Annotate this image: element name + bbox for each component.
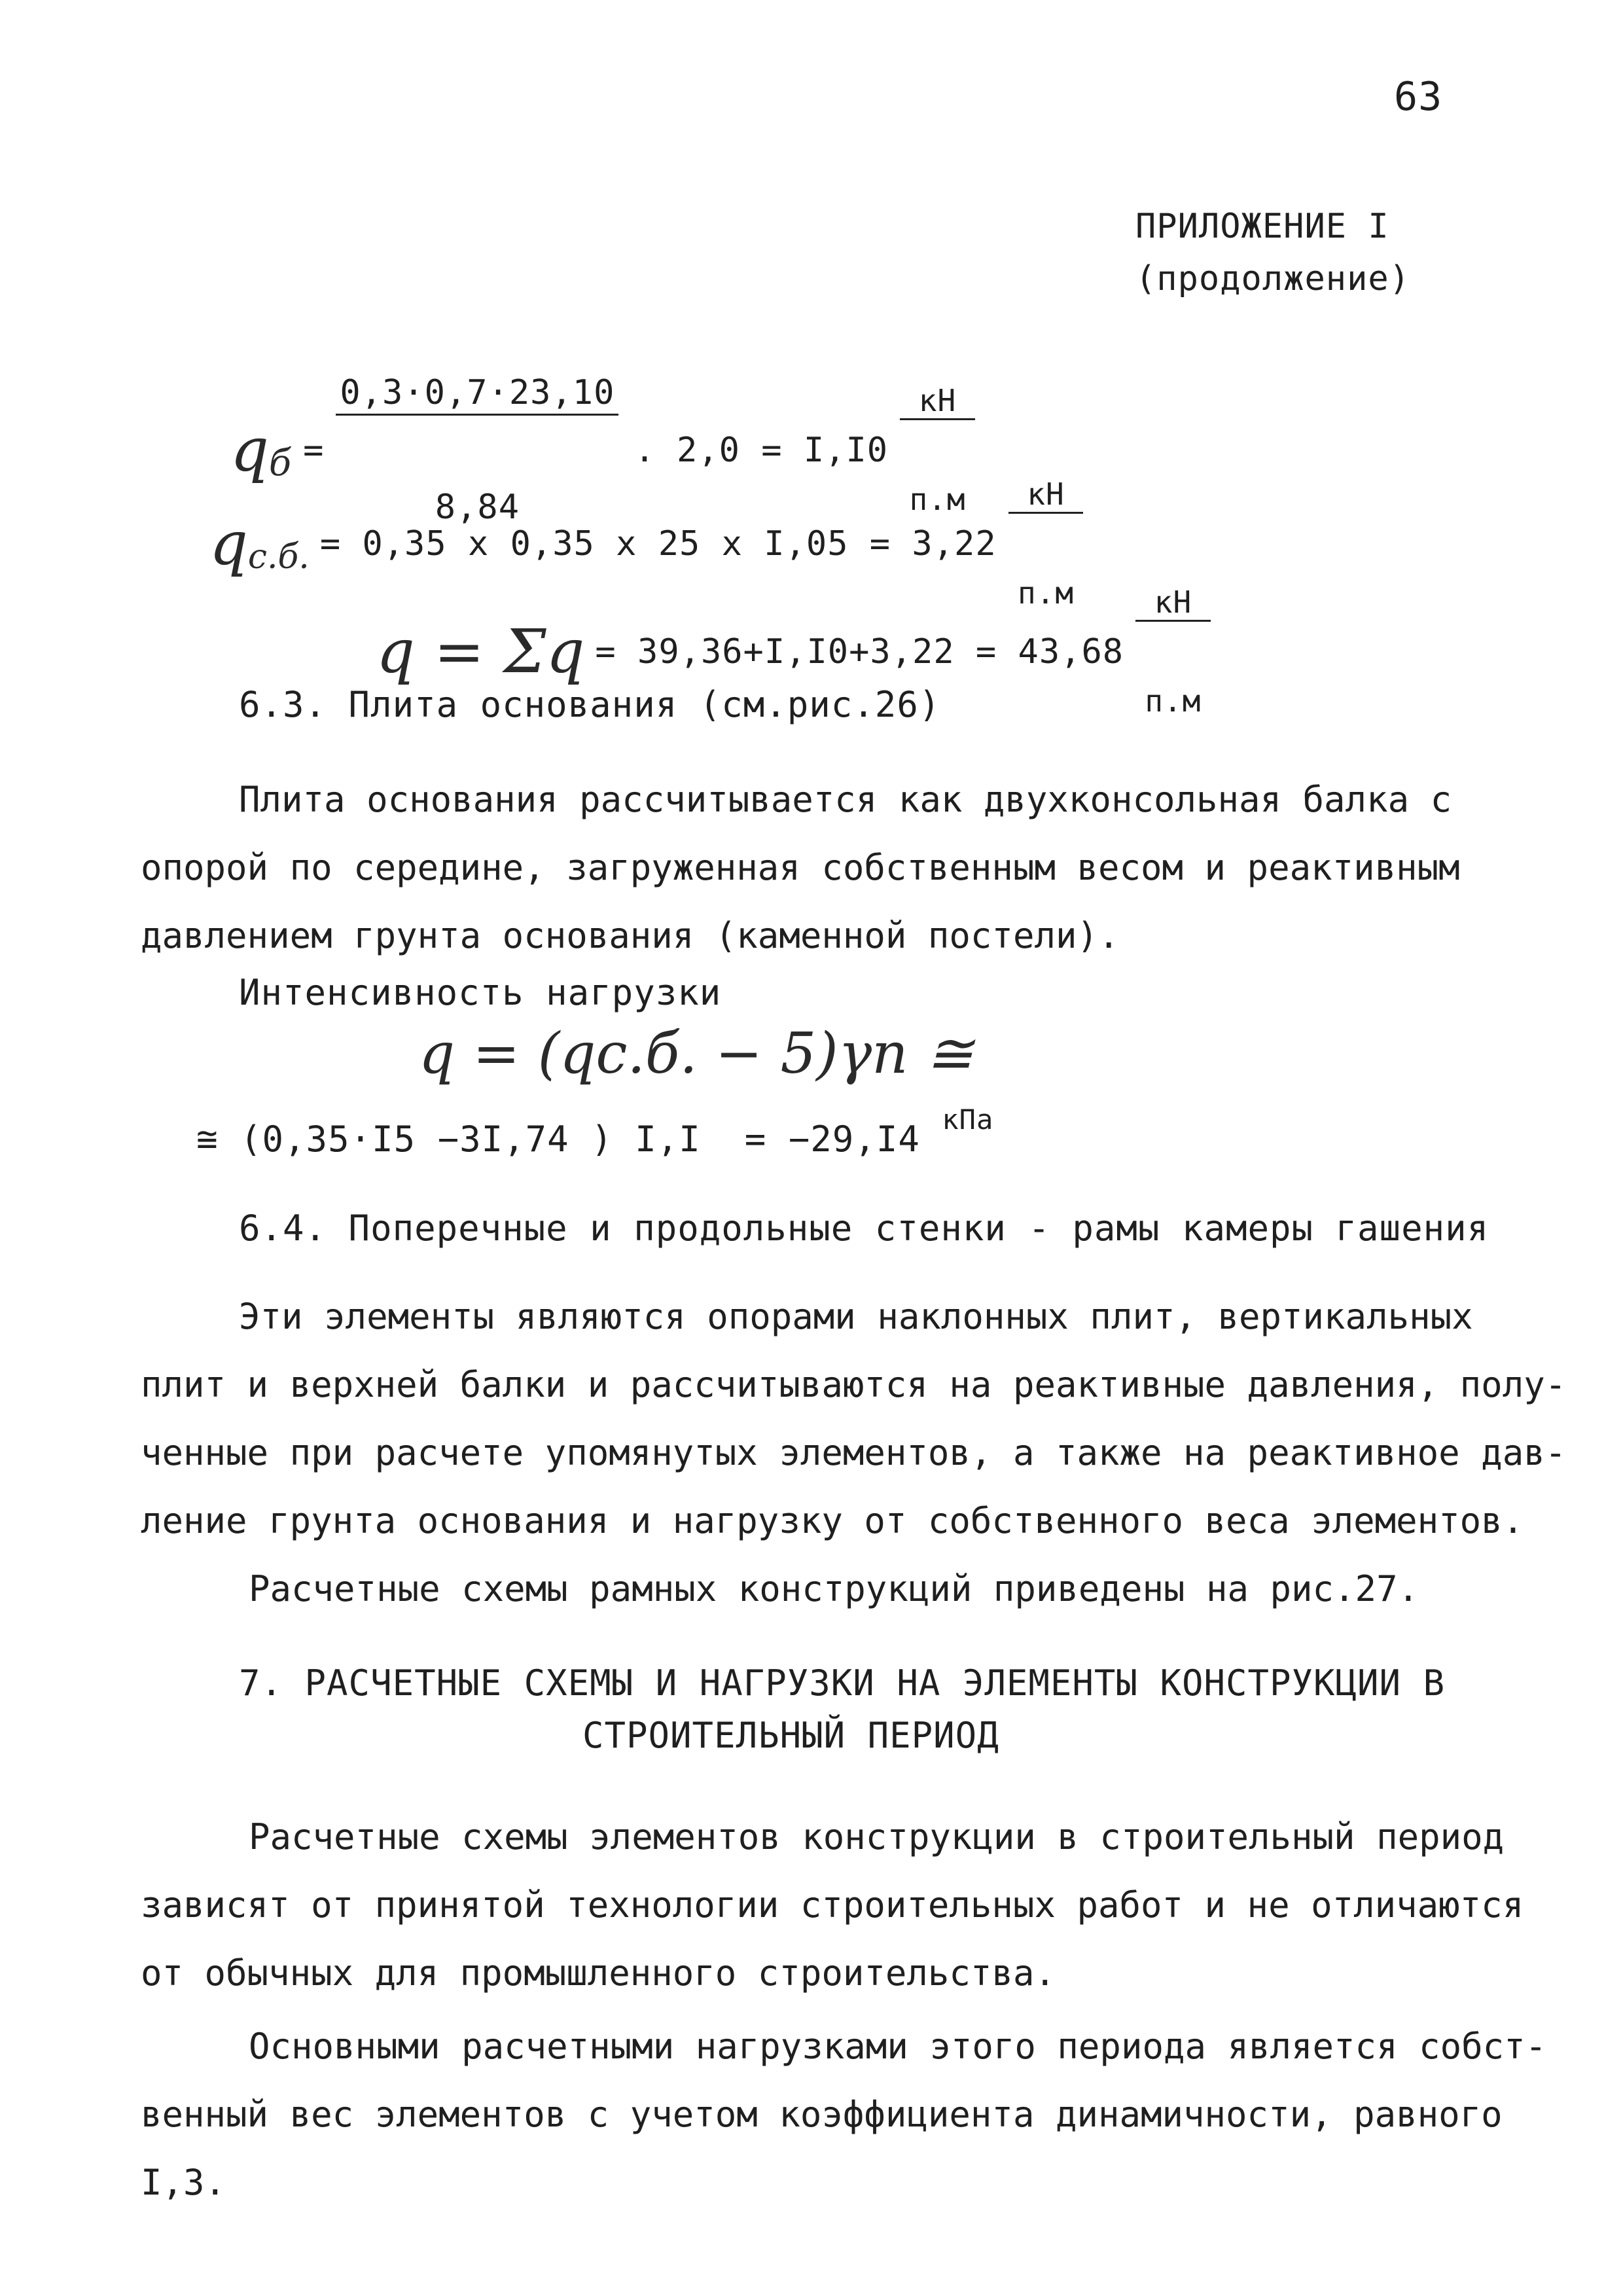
appendix-title: ПРИЛОЖЕНИЕ I (1135, 207, 1389, 246)
paragraph-line: ление грунта основания и нагрузку от собственного веса элементов. (141, 1500, 1524, 1541)
paragraph-line: опорой по середине, загруженная собственным весом и реактивным (141, 847, 1460, 888)
paragraph-line: зависят от принятой технологии строительных работ и не отличаются (141, 1884, 1524, 1926)
section-6-3-heading: 6.3. Плита основания (см.рис.26) (239, 684, 941, 725)
formula-qb: q б = $\frac{0,3\cdot 0,7\cdot 23,10}{8,84}$ . 2,0 = I,I0 $\frac{кН}{п.м}$ (230, 308, 975, 592)
intensity-result: ≅ (0,35·I5 −3I,74 ) I,I = −29,I4 $^{кПа}$ (196, 1103, 994, 1160)
formula-qb-unit: $\frac{кН}{п.м}$ (900, 325, 975, 575)
paragraph-line: Основными расчетными нагрузками этого периода является собст- (249, 2026, 1547, 2067)
formula-qb-subscript: б (268, 442, 292, 484)
formula-qsum-expr: = 39,36+I,I0+3,22 = 43,68 (595, 632, 1124, 672)
formula-qsum-unit: $\frac{кН}{п.м}$ (1135, 527, 1211, 776)
section-7-heading-line1: 7. РАСЧЕТНЫЕ СХЕМЫ И НАГРУЗКИ НА ЭЛЕМЕНТЫ КОНСТРУКЦИИ В (239, 1662, 1446, 1704)
formula-qsb-expr: = 0,35 x 0,35 x 25 x I,05 = 3,22 (319, 524, 997, 564)
section-7-heading-line2: СТРОИТЕЛЬНЫЙ ПЕРИОД (582, 1715, 999, 1756)
paragraph-line: Плита основания рассчитывается как двухконсольная балка с (239, 779, 1452, 820)
paragraph-line: Эти элементы являются опорами наклонных плит, вертикальных (239, 1296, 1473, 1337)
formula-qsb-unit: $\frac{кН}{п.м}$ (1008, 419, 1084, 668)
appendix-subtitle: (продолжение) (1135, 259, 1410, 298)
section-7-paragraph-2 (141, 2013, 1547, 2217)
formula-qsb-subscript: с.б. (247, 537, 310, 577)
intensity-formula: q = (qс.б. − 5)γn ≅ (419, 1021, 973, 1086)
formula-qsum (376, 527, 1211, 776)
paragraph-line: от обычных для промышленного строительства. (141, 1952, 1056, 1994)
formula-qb-tail: . 2,0 = I,I0 (634, 430, 889, 470)
section-6-4-paragraph (141, 1283, 1567, 1623)
formula-qb-denominator: 8,84 (435, 488, 520, 527)
intensity-unit: кПа (942, 1103, 994, 1136)
page-number: 63 (1394, 74, 1443, 120)
section-6-4-heading: 6.4. Поперечные и продольные стенки - рамы камеры гашения (239, 1208, 1489, 1249)
paragraph-line: I,3. (141, 2162, 226, 2203)
paragraph-line: Расчетные схемы элементов конструкции в строительный период (249, 1816, 1505, 1857)
intensity-label: Интенсивность нагрузки (239, 972, 722, 1013)
paragraph-line: плит и верхней балки и рассчитываются на реактивные давления, полу- (141, 1364, 1567, 1405)
formula-qb-symbol: q (230, 415, 269, 485)
formula-qsum-lhs: q = Σq (376, 617, 585, 687)
paragraph-line: ченные при расчете упомянутых элементов, а также на реактивное дав- (141, 1432, 1567, 1473)
paragraph-line: давлением грунта основания (каменной постели). (141, 915, 1120, 956)
formula-qsb-symbol: q (209, 509, 248, 579)
section-7-paragraph-1 (141, 1803, 1524, 2007)
section-6-4-note: Расчетные схемы рамных конструкций приведены на рис.27. (249, 1568, 1419, 1609)
section-6-3-paragraph (141, 766, 1508, 970)
paragraph-line: венный вес элементов с учетом коэффициента динамичности, равного (141, 2094, 1503, 2135)
formula-qb-numerator: 0,3·0,7·23,10 (336, 376, 618, 416)
